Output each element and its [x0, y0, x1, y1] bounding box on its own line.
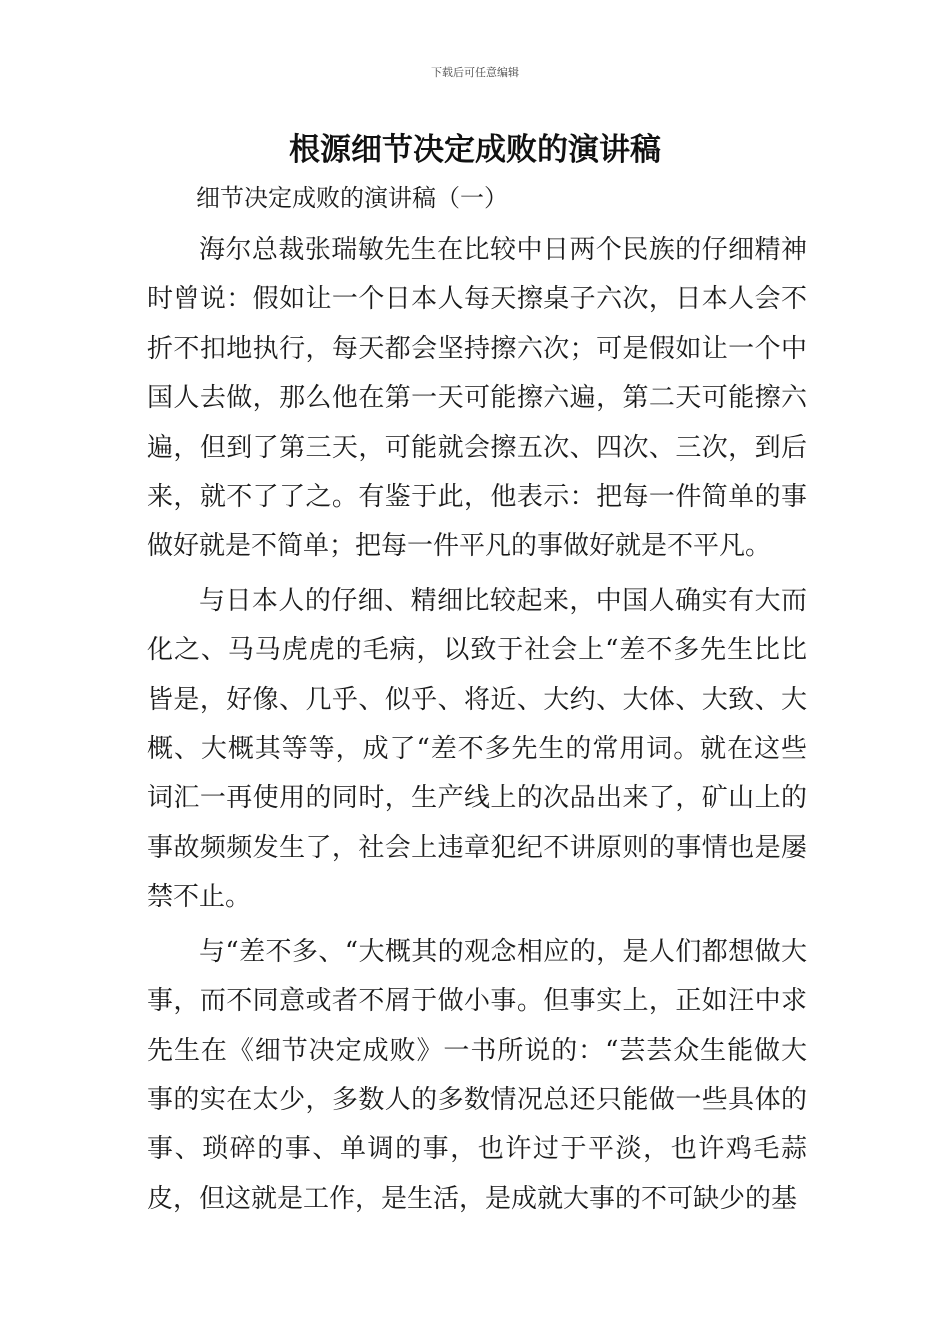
body-paragraph: 海尔总裁张瑞敏先生在比较中日两个民族的仔细精神时曾说：假如让一个日本人每天擦桌子六次，日本人会不折不扣地执行，每天都会坚持擦六次；可是假如让一个中国人去做，那么他在第一天可能擦六遍，第二天可能擦六遍，但到了第三天，可能就会擦五次、四次、三次，到后来，就不了了之。有鉴于此，他表示：把每一件简单的事做好就是不简单；把每一件平凡的事做好就是不平凡。	[147, 235, 807, 562]
document-subtitle: 细节决定成败的演讲稿（一）	[196, 184, 508, 212]
body-paragraph: 与“差不多、“大概其的观念相应的，是人们都想做大事，而不同意或者不屑于做小事。但事实上，正如汪中求先生在《细节决定成败》一书所说的：“芸芸众生能做大事的实在太少，多数人的多数情况总还只能做一些具体的事、琐碎的事、单调的事，也许过于平淡，也许鸡毛蒜皮，但这就是工作，是生活，是成就大事的不可缺少的基	[147, 936, 807, 1214]
page-header-note: 下载后可任意编辑	[431, 66, 519, 79]
document-body	[147, 226, 807, 1229]
document-title: 根源细节决定成败的演讲稿	[289, 132, 661, 168]
body-paragraph: 与日本人的仔细、精细比较起来，中国人确实有大而化之、马马虎虎的毛病，以致于社会上“差不多先生比比皆是，好像、几乎、似乎、将近、大约、大体、大致、大概、大概其等等，成了“差不多先生的常用词。就在这些词汇一再使用的同时，生产线上的次品出来了，矿山上的事故频频发生了，社会上违章犯纪不讲原则的事情也是屡禁不止。	[147, 585, 807, 913]
